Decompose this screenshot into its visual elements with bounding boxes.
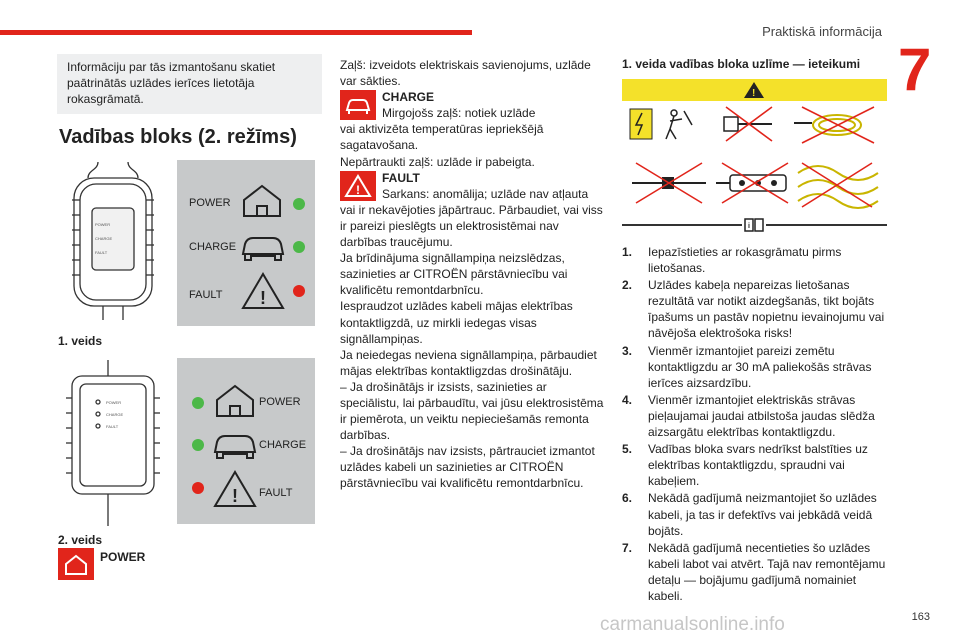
- power-title: POWER: [100, 550, 146, 564]
- device2-label-fault: FAULT: [106, 424, 119, 429]
- device-label-fault: FAULT: [95, 250, 108, 255]
- control-unit-type2-figure: [58, 358, 168, 528]
- indicator-label-charge: CHARGE: [189, 241, 237, 253]
- power-warning: [58, 548, 318, 580]
- charge-text-3: Nepārtraukti zaļš: uzlāde ir pabeigta.: [340, 154, 535, 169]
- charge-warning: [340, 89, 605, 121]
- page-number: 163: [911, 611, 930, 623]
- recommendations-column: [622, 57, 887, 605]
- list-item: 3. Vienmēr izmantojiet pareizi zemētu kontaktligzdu ar 30 mA paliekošās strāvas ierīces aizsardzību.: [622, 343, 872, 390]
- chapter-number: 7: [898, 36, 932, 103]
- figure-caption-type2: 2. veids: [58, 533, 103, 547]
- divider: [622, 223, 887, 230]
- no-coiled-cable-icon: [794, 107, 874, 143]
- watermark: carmanualsonline.info: [600, 614, 785, 635]
- fault-text-5: Ja neiedegas neviena signāllampiņa, pārbaudiet mājas elektrības kontaktligzdas drošinātāju.: [340, 347, 597, 378]
- no-multi-socket-icon: [716, 163, 788, 203]
- fault-text-6: – Ja drošinātājs ir izsists, sazinieties ar speciālistu, lai pārbaudītu, vai jūsu elektrosistēma ir piemērota, un veiktu nepieciešamās remonta darbības.: [340, 379, 604, 443]
- svg-text:!: !: [752, 88, 756, 99]
- fault-warning-icon: [340, 171, 376, 201]
- fault-title: FAULT: [382, 170, 420, 185]
- warning-banner: [622, 79, 887, 101]
- list-item: 5. Vadības bloka svars nedrīkst balstīties uz elektrības kontaktligzdu, spraudni vai kabeļiem.: [622, 442, 868, 489]
- power-led-green-icon: [293, 198, 305, 210]
- no-extension-socket-icon: [724, 107, 772, 141]
- charge-led-green-icon: [192, 439, 204, 451]
- manual-book-icon: [742, 216, 766, 234]
- house-icon: [244, 186, 280, 216]
- device2-label-charge: CHARGE: [106, 412, 124, 417]
- charge-title: CHARGE: [382, 90, 435, 105]
- section-heading: Vadības bloks (2. režīms): [59, 126, 297, 148]
- fault-text-2: vai ir nekavējoties jāpārtrauc. Pārbaudiet, vai viss ir pareizi pieslēgts un elektrosistēmai nav darbības traucējumu.: [340, 202, 603, 250]
- indicator2-label-power: POWER: [259, 396, 301, 408]
- list-item: 7. Nekādā gadījumā necentieties šo uzlādes kabeli labot vai atvērt. Tajā nav remontējamu detaļu — bojājumu gadījumā nomainiet kabeli.: [622, 540, 886, 603]
- no-tangled-cable-icon: [798, 163, 878, 208]
- figure-caption-type1: 1. veids: [58, 334, 103, 348]
- indicator-panel-type1: [177, 160, 315, 326]
- list-item: 6. Nekādā gadījumā neizmantojiet šo uzlādes kabeli, ja tas ir defektīvs vai jebkādā veidā bojāts.: [622, 491, 877, 538]
- info-box: Informāciju par tās izmantošanu skatiet paātrinātās uzlādes ierīces lietotāja rokasgrāmatā.: [57, 54, 322, 114]
- list-item: 1. Iepazīstieties ar rokasgrāmatu pirms lietošanas.: [622, 245, 842, 276]
- list-item: 2. Uzlādes kabeļa nepareizas lietošanas rezultātā var notikt aizdegšanās, tikt bojāts īpašums un pastāv nopietnu ievainojumu vai nāvējoša elektrošoka risks!: [622, 278, 885, 341]
- recommendations-list: [622, 244, 887, 604]
- svg-text:i: i: [748, 223, 750, 230]
- power-led-green-icon: [192, 397, 204, 409]
- car-icon: [243, 238, 283, 260]
- device2-label-power: POWER: [106, 400, 122, 405]
- power-house-icon: [58, 548, 94, 580]
- shock-person-icon: [666, 110, 692, 139]
- fault-text-4: Iespraudzot uzlādes kabeli mājas elektrības kontaktligzdā, uz mirkli iedegas visas signāllampiņas.: [340, 299, 573, 346]
- control-unit-type1-figure: [58, 160, 168, 325]
- electric-hazard-icon: [630, 109, 652, 139]
- fault-text-1: Sarkans: anomālija; uzlāde nav atļauta: [382, 186, 589, 201]
- status-column: [340, 57, 605, 492]
- device-label-power: POWER: [95, 222, 111, 227]
- recommendations-heading: 1. veida vadības bloka uzlīme — ieteikumi: [622, 57, 861, 71]
- device-label-charge: CHARGE: [95, 236, 113, 241]
- indicator-label-power: POWER: [189, 197, 231, 209]
- no-adapter-icon: [632, 163, 706, 203]
- svg-text:!: !: [356, 182, 360, 197]
- indicator2-label-charge: CHARGE: [259, 439, 307, 451]
- list-item: 4. Vienmēr izmantojiet elektriskās strāvas pieļaujamai jaudai atbilstoša jaudas slēdža aizsargātu elektrības kontaktligzdu.: [622, 392, 875, 440]
- warning-banner-triangle-icon: [622, 79, 887, 101]
- safety-pictograms: [622, 103, 887, 213]
- indicator2-label-fault: FAULT: [259, 487, 293, 499]
- svg-text:!: !: [232, 486, 238, 506]
- indicator-label-fault: FAULT: [189, 289, 223, 301]
- section-title: Praktiskā informācija: [762, 24, 882, 39]
- indicator-panel-type2: [177, 358, 315, 524]
- fault-text-3: Ja brīdinājuma signāllampiņa neizslēdzas, sazinieties ar CITROËN pārstāvniecību vai kvalificētu remontdarbnīcu.: [340, 251, 568, 298]
- fault-led-red-icon: [293, 285, 305, 297]
- power-description: Zaļš: izveidots elektriskais savienojums, uzlāde var sākties.: [340, 58, 591, 89]
- svg-text:!: !: [260, 288, 266, 308]
- fault-warning: [340, 170, 605, 202]
- fault-led-red-icon: [192, 482, 204, 494]
- fault-text-7: – Ja drošinātājs nav izsists, pārtrauciet izmantot uzlādes kabeli un sazinieties ar CITROËN pārstāvniecību vai kvalificētu remontdarbnīcu.: [340, 444, 595, 491]
- charge-text-2: vai aktivizēta temperatūras iepriekšējā sagatavošana.: [340, 122, 544, 153]
- house-icon: [217, 386, 253, 416]
- car-icon: [215, 436, 255, 458]
- charge-car-icon: [340, 90, 376, 120]
- charge-led-green-icon: [293, 241, 305, 253]
- charge-text-1: Mirgojošs zaļš: notiek uzlāde: [382, 106, 536, 121]
